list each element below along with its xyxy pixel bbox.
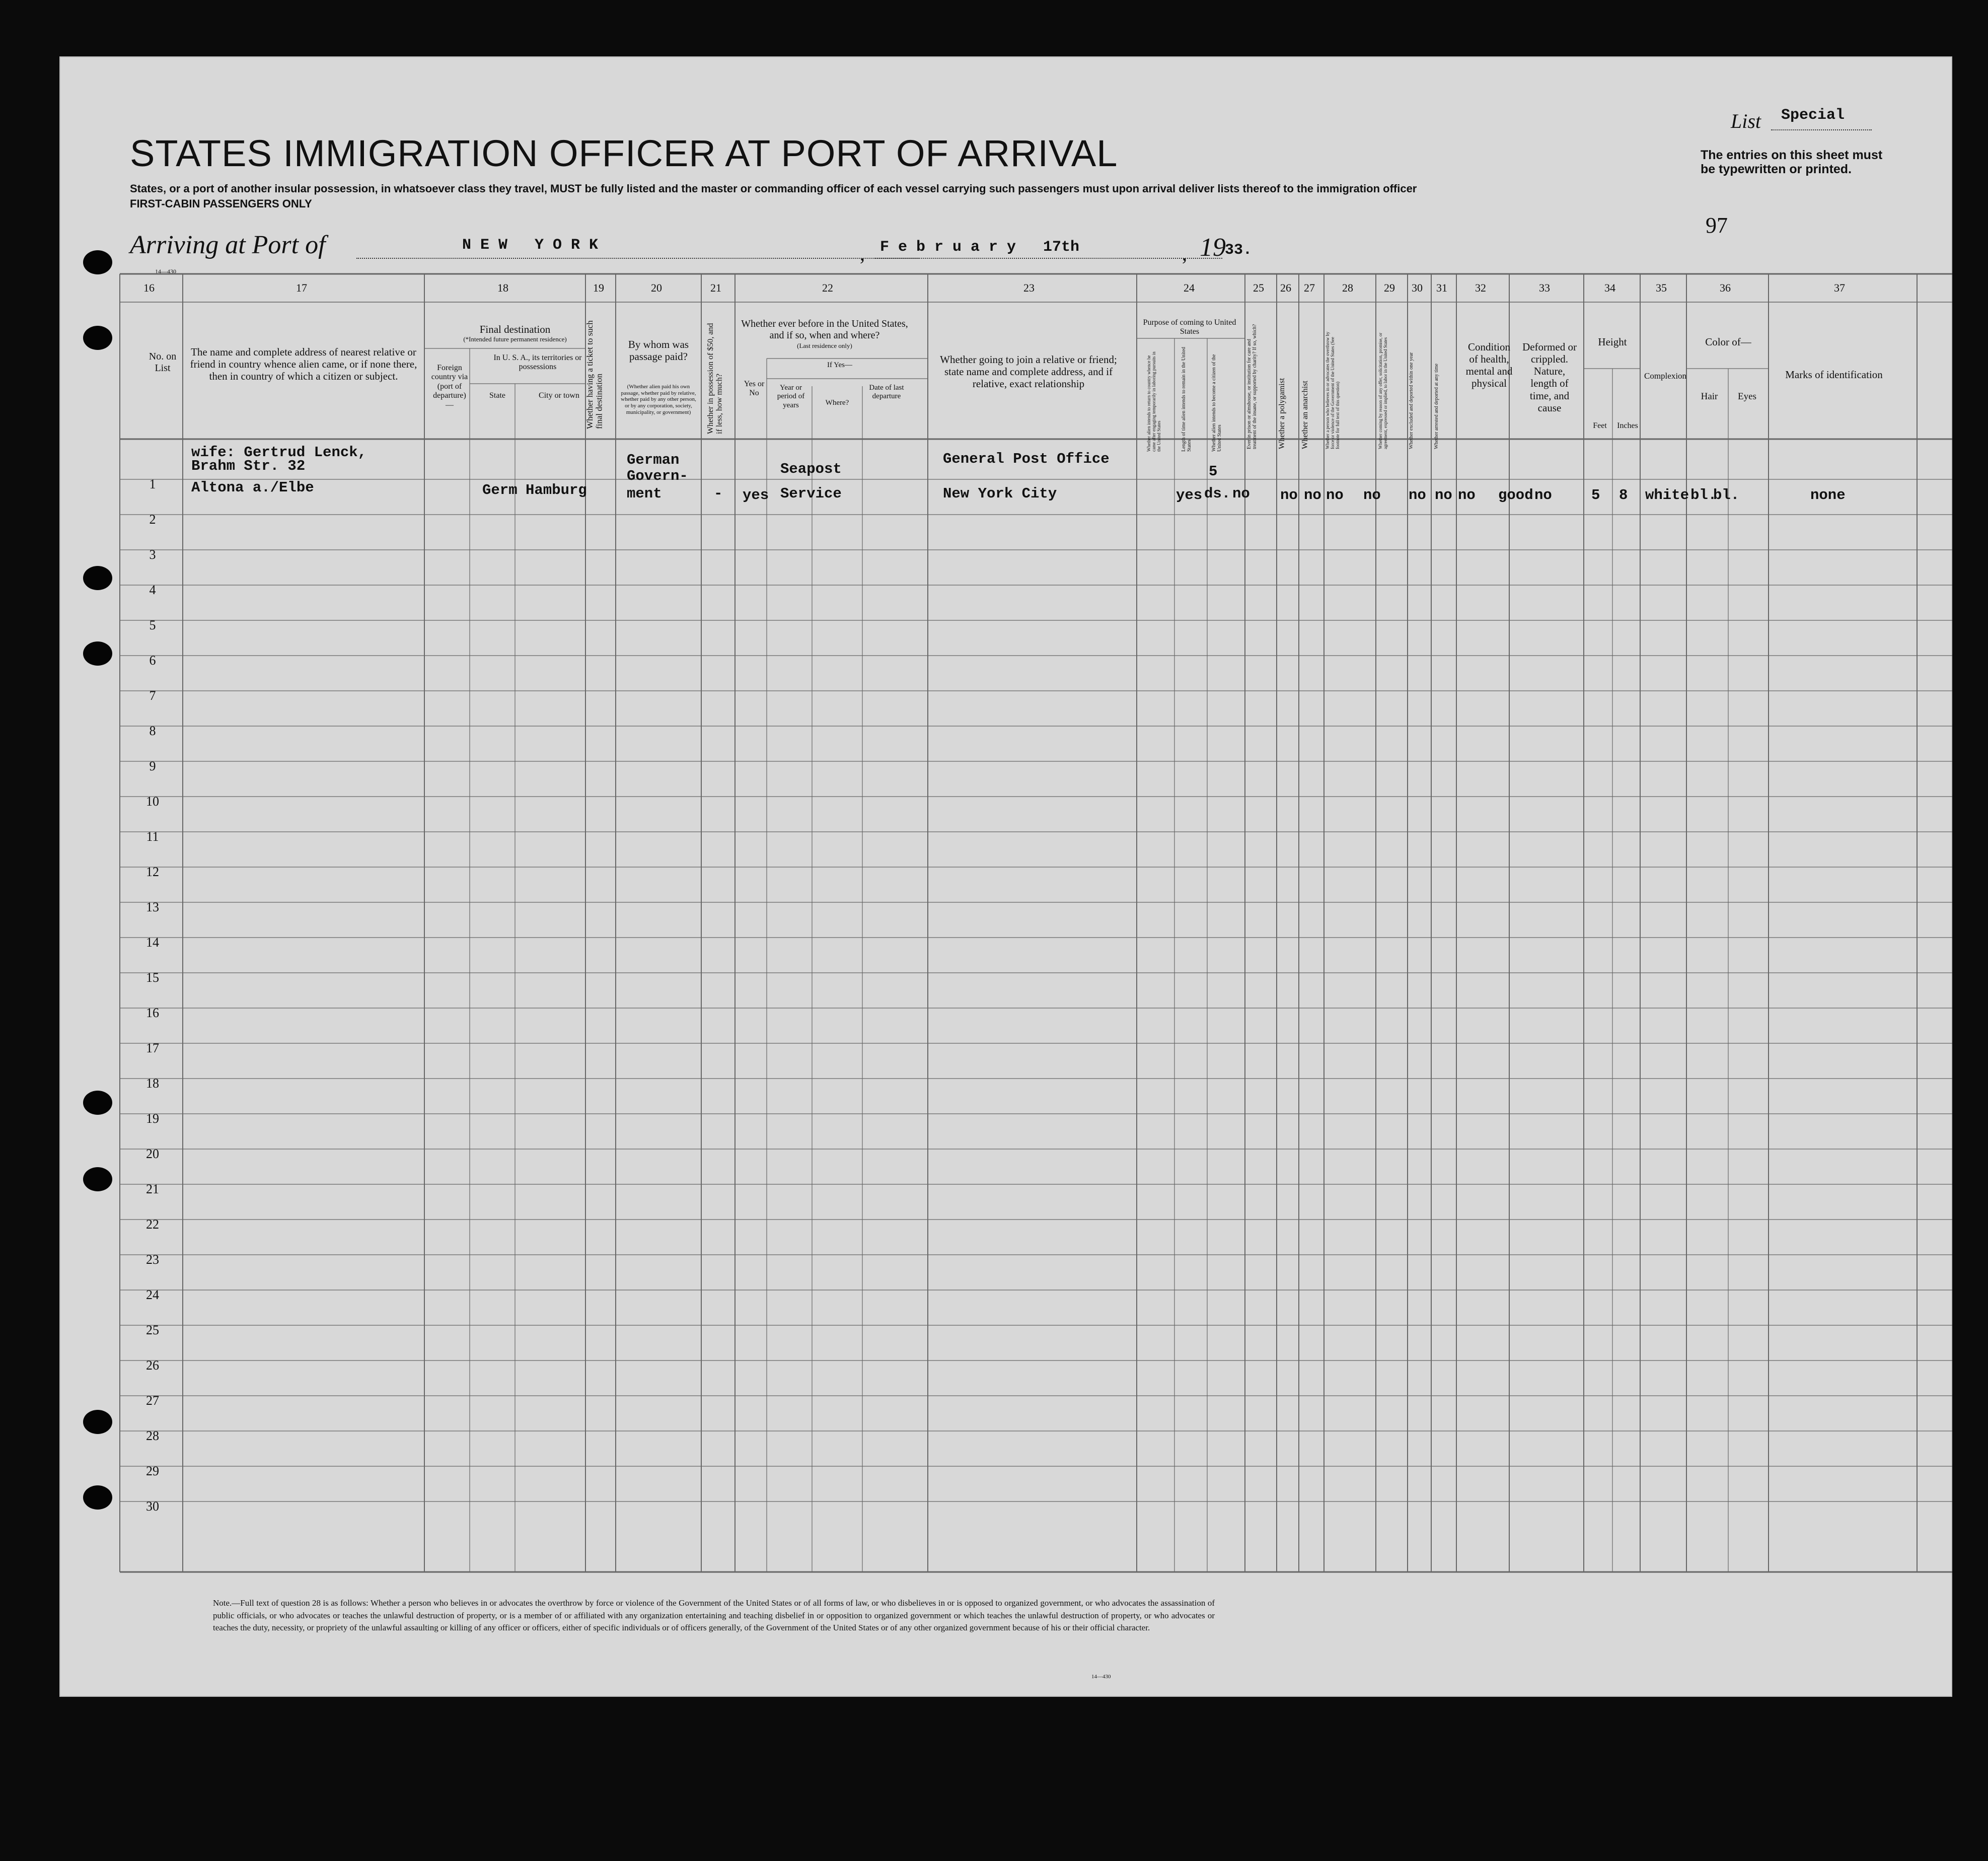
row-number: 17 [146,1041,159,1055]
entry-purpose-return: yes [1176,487,1203,504]
binder-hole [83,1485,112,1510]
year-suffix: 33. [1225,242,1253,259]
comma-1: , [860,242,865,265]
binder-hole [83,250,112,274]
col27-header: Whether an anarchist [1301,381,1309,449]
binder-hole [83,566,112,590]
col35-header: Complexion [1644,371,1687,381]
col18-header: Final destination [479,323,551,335]
row-number: 1 [149,477,156,491]
column-number: 20 [651,281,662,294]
entry-money: - [714,485,723,502]
entry-city: Hamburg [526,482,587,498]
entry-complexion: white [1645,487,1689,504]
col36-eyes-header: Eyes [1738,391,1756,402]
form-number: 14—430 [1091,1674,1111,1680]
table-grid [59,56,1952,1697]
col34-inches-header: Inches [1617,421,1638,430]
binder-hole [83,641,112,666]
column-number: 22 [822,281,833,294]
entry-offer: no [1409,487,1426,504]
entry-where-line2: Service [780,485,842,502]
col29-header: Whether coming by reason of any offer, solicitation, promise, or agreement, expressed or implied, to labor in the United States [1378,332,1388,449]
entry-joining-line2: New York City [943,485,1057,502]
col34-header: Height [1598,336,1627,348]
form-number-top: 14—430 [155,268,176,275]
col24c-header: Whether alien intends to become a citizen of the United States [1211,354,1222,452]
entry-prison: no [1280,487,1298,504]
col24b-header: Length of time alien intends to remain in the United States [1181,346,1192,452]
date-value: F e b r u a r y 17th [880,239,1080,256]
entry-hair: bl. [1690,487,1717,504]
entry-length-line2: ds. [1204,485,1231,502]
col18-usa-header: In U. S. A., its territories or possessions [493,353,582,372]
comma-2: , [1182,242,1187,265]
entry-anarchist: no [1326,487,1344,504]
entry-passage-line2: Govern- [627,468,688,484]
entry-health: good [1498,487,1533,504]
column-number: 17 [296,281,307,294]
entry-passage-line3: ment [627,485,662,502]
col24-header: Purpose of coming to United States [1143,318,1236,336]
entry-feet: 5 [1591,487,1600,504]
typewritten-note-line2: be typewritten or printed. [1701,162,1852,176]
entry-arrested: no [1458,487,1476,504]
port-value: N E W Y O R K [462,237,599,254]
row-number: 24 [146,1287,159,1302]
col22-yesno-header: Yes or No [744,380,765,398]
row-number: 26 [146,1358,159,1373]
entry-overthrow: no [1363,487,1381,504]
row-number: 14 [146,935,159,950]
col32-header: Condition of health, mental and physical [1465,341,1513,390]
column-number: 19 [593,281,604,294]
row-number: 23 [146,1252,159,1267]
row-number: 12 [146,865,159,879]
col33-header: Deformed or crippled. Nature, length of time, and cause [1522,341,1577,414]
col36-hair-header: Hair [1701,391,1718,402]
row-number: 29 [146,1464,159,1478]
row-number: 6 [149,653,156,668]
entry-marks: none [1810,487,1846,504]
row-number: 11 [146,829,159,844]
col26-header: Whether a polygamist [1278,378,1286,449]
list-label: List [1731,110,1761,132]
row-number: 5 [149,618,156,632]
column-number: 18 [497,281,508,294]
row-number: 19 [146,1111,159,1126]
row-number: 4 [149,583,156,597]
form-title: STATES IMMIGRATION OFFICER AT PORT OF ARRIVAL [130,132,1118,174]
entry-eyes: bl. [1713,487,1740,504]
col22-where-header: Where? [825,399,849,407]
col24a-header: Whether alien intends to return to country whence he came after engaging temporarily in laboring pursuits in the United States [1146,351,1161,452]
column-number: 25 [1253,281,1264,294]
col17-header: The name and complete address of nearest relative or friend in country whence alien came, or if none there, then in country of which a citizen or subject. [190,346,417,383]
entry-inches: 8 [1619,487,1628,504]
col20-header: By whom was passage paid? [628,338,689,363]
entry-length-line1: 5 [1209,463,1218,480]
row-number: 20 [146,1147,159,1161]
column-number: 27 [1304,281,1315,294]
col18-state-header: State [489,391,505,400]
column-number: 21 [710,281,721,294]
binder-hole [83,1091,112,1115]
column-number: 34 [1604,281,1615,294]
instruction-text: States, or a port of another insular possession, in whatsoever class they travel, MUST be fully listed and the master or commanding officer of each vessel carrying such passengers must upon arrival deliver lists thereof to the immigration officer [130,182,1417,195]
column-number: 29 [1384,281,1395,294]
row-number: 27 [146,1393,159,1408]
row-number: 25 [146,1323,159,1337]
col22-year-header: Year or period of years [777,384,805,409]
column-number: 30 [1412,281,1423,294]
col23-header: Whether going to join a relative or friend; state name and complete address, and if relative, exact relationship [940,353,1117,390]
col30-header: Whether excluded and deported within one year [1409,352,1414,449]
column-number: 35 [1656,281,1667,294]
row-number: 18 [146,1076,159,1091]
col21-header: Whether in possession of $50, and if less, how much? [706,323,724,434]
entry-relative-line2: Brahm Str. 32 [191,458,306,474]
col31-header: Whether arrested and deported at any time [1434,364,1439,449]
row-number: 3 [149,547,156,562]
entry-excluded: no [1435,487,1452,504]
column-number: 31 [1436,281,1447,294]
col19-header: Whether having a ticket to such final destination [585,320,604,429]
list-value: Special [1781,107,1845,124]
col22-header: Whether ever before in the United States, and if so, when and where? [741,318,908,341]
col20-subheader: (Whether alien paid his own passage, whether paid by relative, whether paid by any other person, or by any corporation, society, municipality, or government) [621,384,696,415]
col22-ifyes-header: If Yes— [827,361,852,369]
entry-relative-line3: Altona a./Elbe [191,479,314,496]
typewritten-note-line1: The entries on this sheet must [1701,148,1883,162]
col28-header: Whether a person who believes in or advocates the overthrow by force or violence of the Government of the United States (See footnote for full text of this question) [1325,331,1340,449]
column-number: 26 [1280,281,1291,294]
column-number: 23 [1023,281,1035,294]
row-number: 2 [149,512,156,527]
row-number: 30 [146,1499,159,1514]
col36-header: Color of— [1705,336,1751,348]
column-number: 16 [143,281,155,294]
footnote: Note.—Full text of question 28 is as follows: Whether a person who believes in or advocates the overthrow by force or violence of the Government of the United States or of all forms of law, or who disbelieves in or is opposed to organized government, or who advocates the assassination of public officials, or who advocates or teaches the unlawful destruction of property, or is a member of or affiliated with any organization entertaining and teaching disbelief in or opposition to organized government or which teaches the unlawful destruction of property, or who advocates or teaches the duty, necessity, or propriety of the unlawful assaulting or killing of any officer or officers, either of specific individuals or of officers generally, of the Government of the United States or of any other organized government because of his or their official character. [213,1598,1215,1633]
row-number: 22 [146,1217,159,1232]
row-number: 9 [149,759,156,773]
year-prefix: 19 [1200,233,1226,262]
col22-subheader: (Last residence only) [797,342,852,349]
class-label: FIRST-CABIN PASSENGERS ONLY [130,197,312,210]
manifest-sheet [59,56,1952,1697]
entry-where-line1: Seapost [780,461,842,477]
row-number: 8 [149,724,156,738]
column-number: 32 [1475,281,1486,294]
row-number: 13 [146,900,159,914]
row-number: 21 [146,1182,159,1196]
row-number: 15 [146,970,159,985]
column-number: 37 [1834,281,1845,294]
binder-hole [83,1410,112,1434]
col25-header: Ever in prison or almshouse, or institution for care and treatment of the insane, or supported by charity? If so, which? [1246,324,1258,449]
entry-passage-line1: German [627,452,680,468]
row-number: 16 [146,1006,159,1020]
row-number: 10 [146,794,159,809]
entry-deformed: no [1534,487,1552,504]
col18-foreign-header: Foreign country via (port of departure)— [431,364,468,409]
entry-relative-line1: wife: Gertrud Lenck, [191,444,367,461]
page-number: 97 [1706,213,1728,238]
entry-state: Germ [482,482,518,498]
column-number: 33 [1539,281,1550,294]
col16-header: No. on List [149,351,177,374]
entry-polygamist: no [1304,487,1321,504]
col18-city-header: City or town [539,391,579,400]
col37-header: Marks of identification [1785,369,1883,381]
entry-joining-line1: General Post Office [943,451,1110,467]
entry-been-before: yes [743,487,769,504]
binder-hole [83,326,112,350]
row-number: 7 [149,688,156,703]
column-number: 28 [1342,281,1353,294]
col34-feet-header: Feet [1593,421,1607,430]
entry-citizen: no [1232,485,1250,502]
row-number: 28 [146,1428,159,1443]
col18-subheader: (*Intended future permanent residence) [463,335,567,343]
col22-date-header: Date of last departure [869,384,904,401]
column-number: 36 [1720,281,1731,294]
binder-hole [83,1167,112,1191]
arriving-label: Arriving at Port of [130,231,326,259]
column-number: 24 [1184,281,1195,294]
